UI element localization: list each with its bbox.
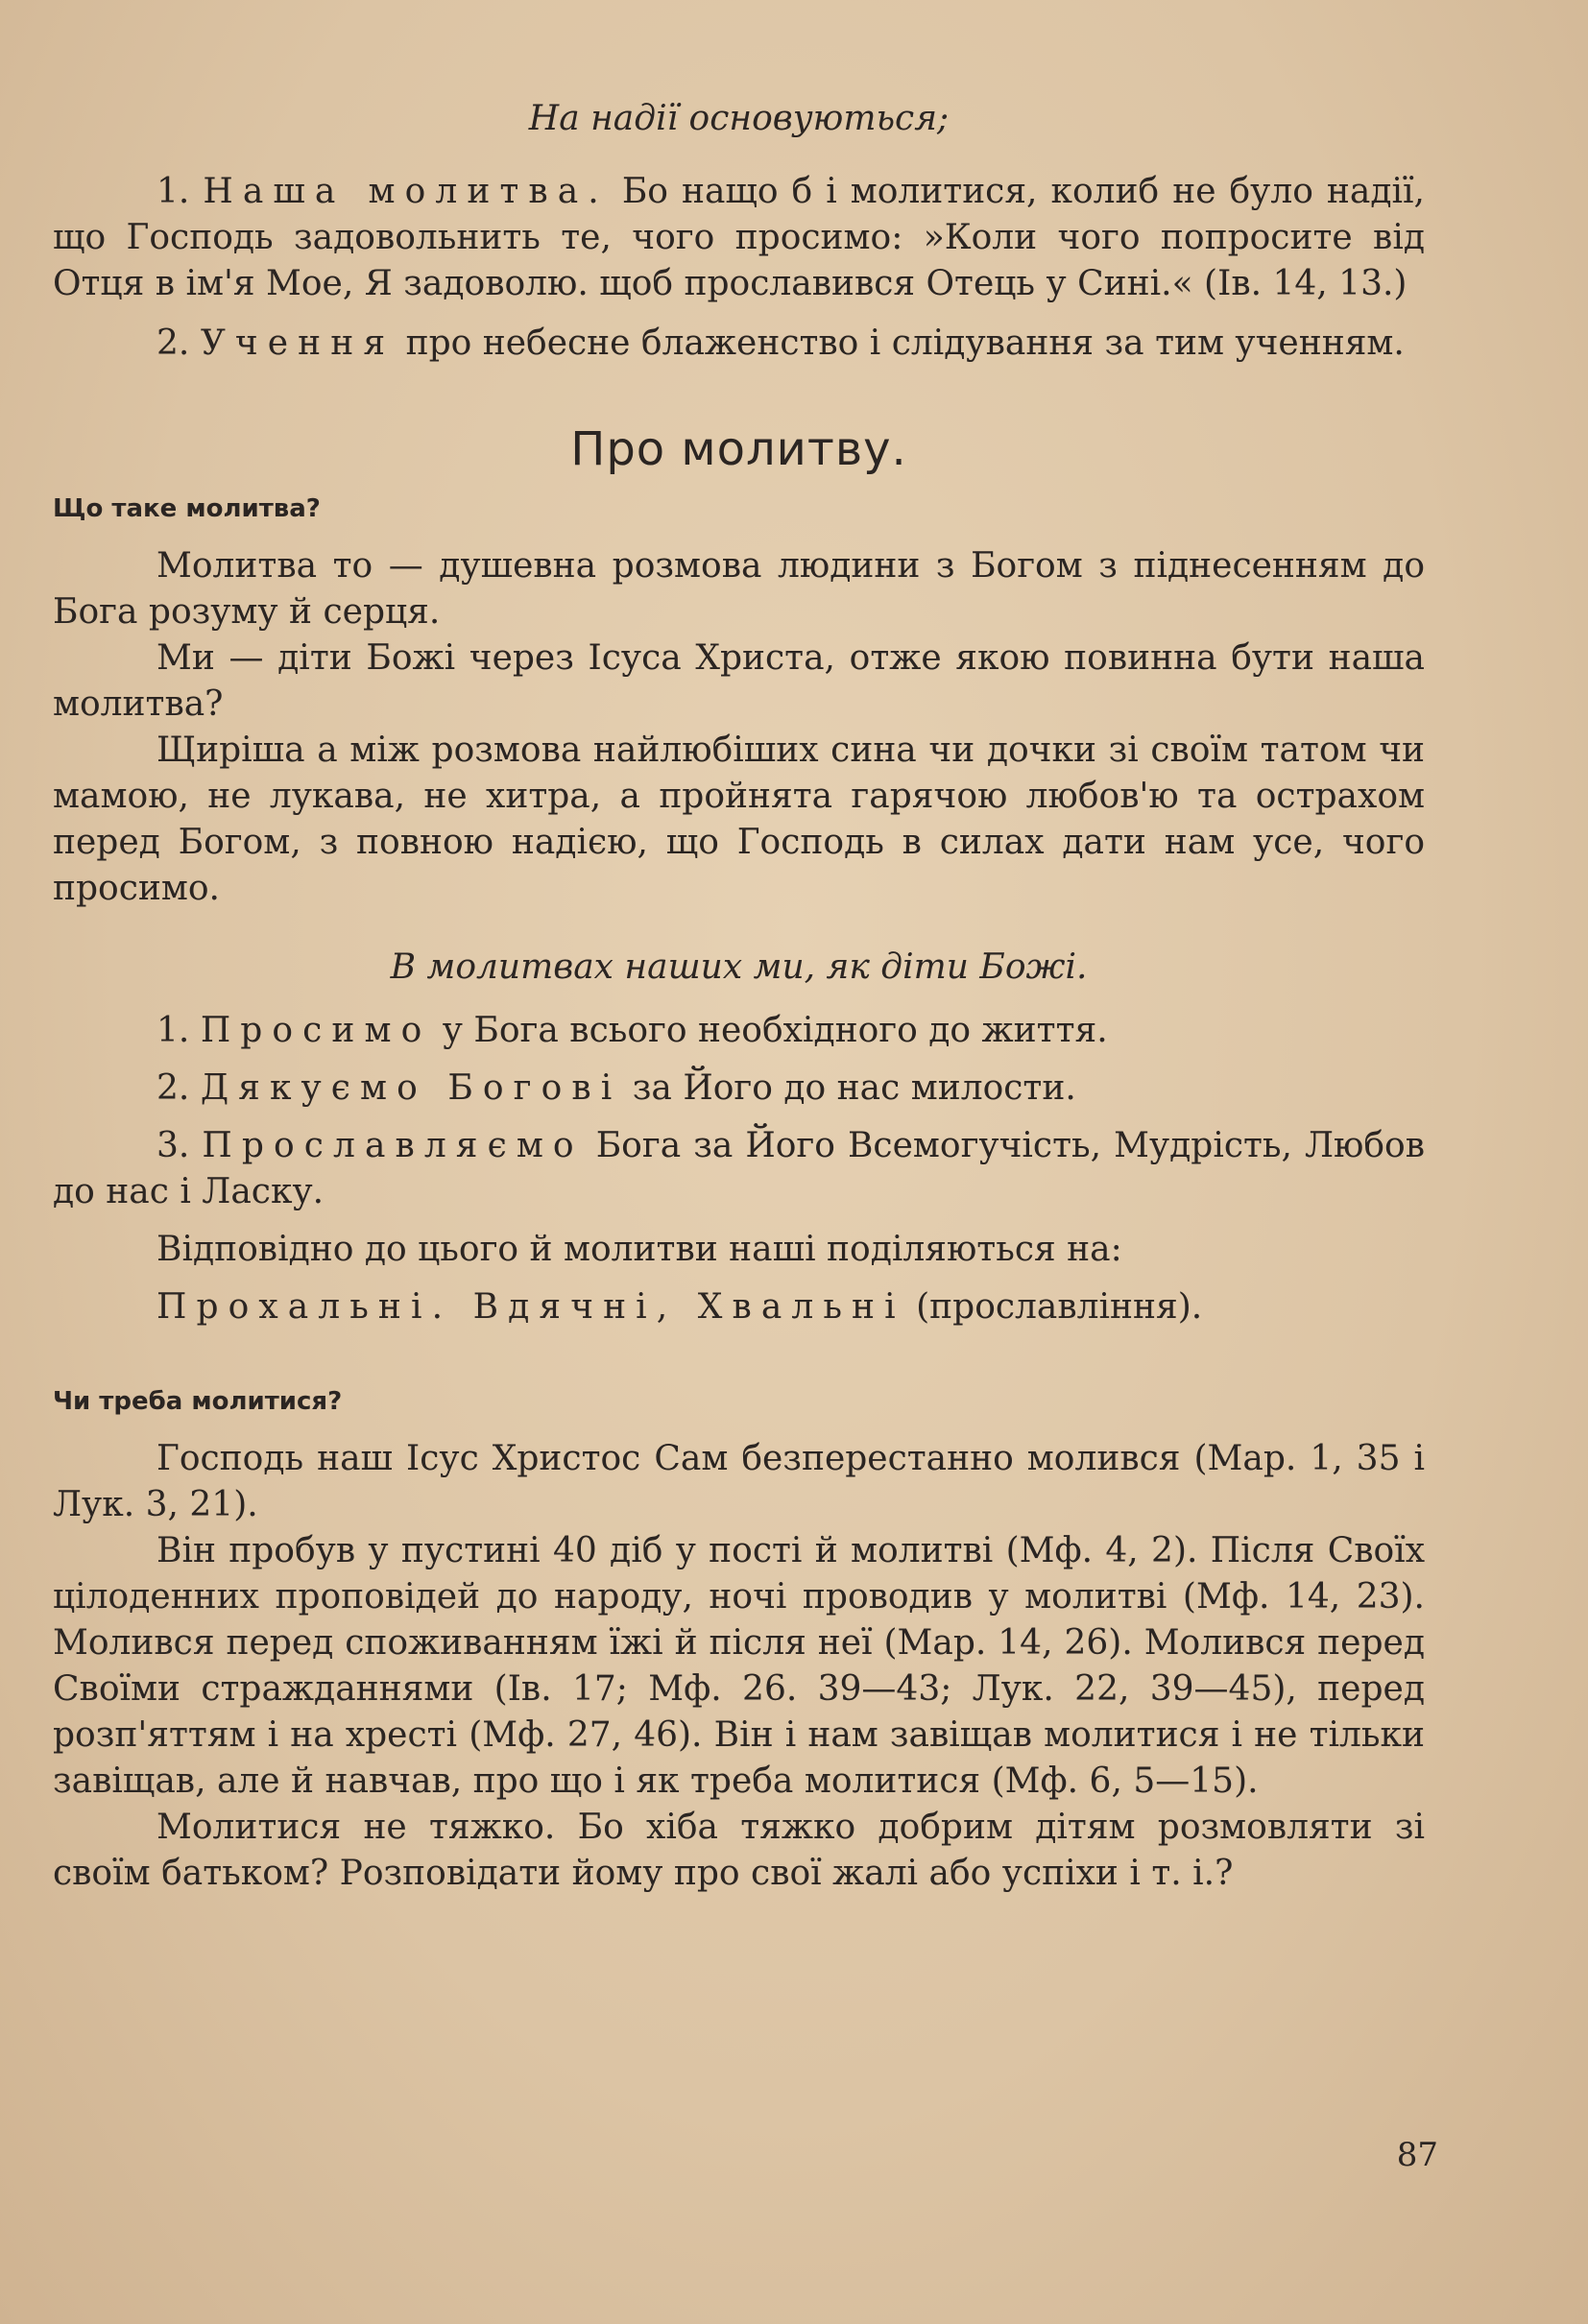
hope-item-2-term: Учення (200, 323, 396, 363)
list-item-thank-term: Дякуємо Богові (200, 1068, 622, 1108)
hope-item-1-text: Бо нащо б і молитися, колиб не було надії, що Господь задовольнить те, чого просимо: »Коли чого попросите від Отця в ім'я Мое, Я задоволю. щоб прославився Отець у Сині.« (Ів. 14, 13.) (53, 172, 1425, 303)
paragraph-division: Відповідно до цього й молитви наші поділяються на: (156, 1230, 1122, 1269)
page-number: 87 (1396, 2136, 1438, 2174)
paragraph-desert: Він пробув у пустині 40 діб у пості й молитві (Мф. 4, 2). Після Своїх цілоденних проповідей до народу, ночі проводив у молитві (Мф. 14, 23). Молився перед споживанням їжі й після неї (Мар. 14, 26). Молився перед Своїми стражданнями (Ів. 17; Мф. 26. 39—43; Лук. 22, 39—45), перед розп'яттям і на хресті (Мф. 27, 46). Він і нам завіщав молитися і не тільки завіщав, але й навчав, про що і як треба молитися (Мф. 6, 5—15). (53, 1531, 1425, 1801)
hope-item-1-number: 1. (156, 172, 190, 211)
paragraph-definition: Молитва то — душевна розмова людини з Богом з піднесенням до Бога розуму й серця. (53, 546, 1425, 632)
paragraph-children: Ми — діти Божі через Ісуса Христа, отже якою повинна бути наша молитва? (53, 638, 1425, 724)
list-item-ask-term: Просимо (200, 1011, 432, 1050)
paragraph-jesus-prayed: Господь наш Ісус Христос Сам безперестанно молився (Мар. 1, 35 і Лук. 3, 21). (53, 1439, 1425, 1524)
hope-item-1 (53, 169, 1425, 307)
hope-item-2-number: 2. (156, 323, 190, 363)
list-item-thank-text: за Його до нас милости. (632, 1068, 1076, 1108)
list-item-glorify (53, 1123, 1425, 1215)
hope-item-2-text: про небесне блаженство і слідування за тим ученням. (405, 323, 1405, 363)
list-item-ask (53, 1008, 1425, 1054)
list-item-thank-number: 2. (156, 1068, 190, 1108)
division-note: (прославління). (916, 1287, 1203, 1327)
list-item-ask-text: у Бога всього необхідного до життя. (442, 1011, 1108, 1050)
hope-item-2 (53, 321, 1425, 367)
list-item-glorify-number: 3. (156, 1126, 190, 1165)
list-item-glorify-text: Бога за Його Всемогучість, Мудрість, Любов до нас і Ласку. (53, 1126, 1425, 1211)
question-must-pray: Чи треба молитися? (53, 1387, 343, 1416)
paragraph-sincere: Щиріша а між розмова найлюбіших сина чи дочки зі своїм татом чи мамою, не лукава, не хитра, а пройнята гарячою любов'ю та острахом перед Богом, з повною надією, що Господь в силах дати нам усе, чого просимо. (53, 731, 1425, 908)
paragraph-division-terms (53, 1284, 1425, 1330)
paragraph-not-hard: Молитися не тяжко. Бо хіба тяжко добрим дітям розмовляти зі своїм батьком? Розповідати йому про свої жалі або успіхи і т. і.? (53, 1808, 1425, 1893)
children-heading: В молитвах наших ми, як діти Божі. (390, 947, 1088, 987)
list-item-thank (53, 1066, 1425, 1112)
list-item-ask-number: 1. (156, 1011, 190, 1050)
section-title: Про молитву. (570, 422, 907, 476)
hope-item-1-term: Наша молитва. (203, 172, 609, 211)
division-terms: Прохальні. Вдячні, Хвальні (156, 1287, 905, 1327)
question-what-is-prayer: Що таке молитва? (53, 494, 321, 523)
list-item-glorify-term: Прославляємо (202, 1126, 584, 1165)
hope-heading: На надії основуються; (528, 99, 950, 138)
